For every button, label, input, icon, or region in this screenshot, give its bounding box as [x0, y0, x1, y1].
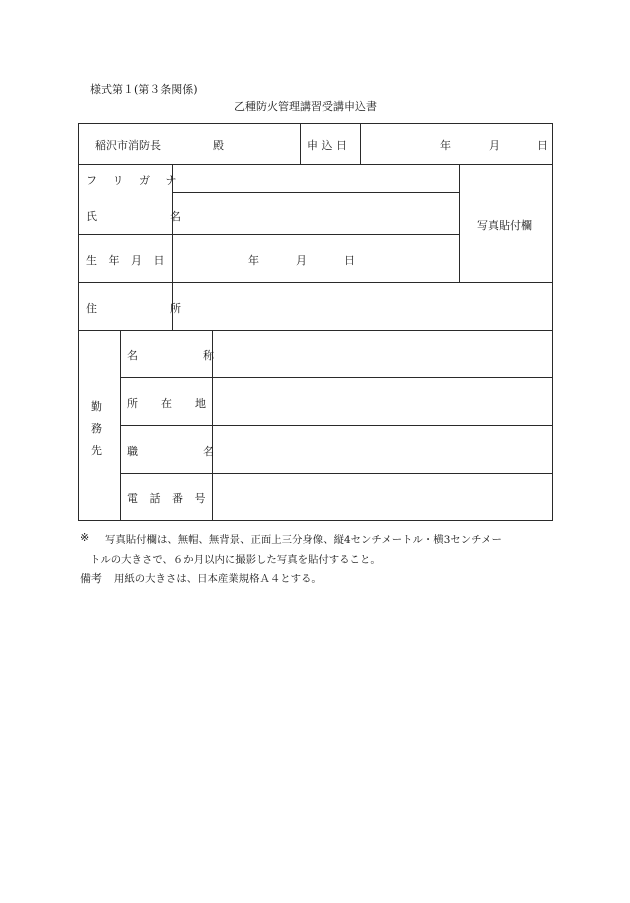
- address-label: 住 所: [86, 302, 191, 315]
- honorific-label: 殿: [213, 139, 224, 152]
- application-date-label: 申 込 日: [307, 139, 347, 152]
- workplace-name-label: 名 称: [127, 349, 222, 362]
- workplace-phone-label: 電 話 番 号: [127, 492, 210, 505]
- workplace-location-field[interactable]: [213, 378, 552, 425]
- workplace-name-field[interactable]: [213, 331, 552, 377]
- workplace-label-char-3: 先: [91, 444, 102, 457]
- recipient-label: 稲沢市消防長: [95, 139, 161, 152]
- form-title: 乙種防火管理講習受講申込書: [234, 100, 377, 113]
- name-field[interactable]: [173, 193, 459, 234]
- birth-year-unit: 年: [248, 254, 259, 267]
- application-day-unit: 日: [537, 139, 548, 152]
- photo-note-line-1: 写真貼付欄は、無帽、無背景、正面上三分身像、縦4センチメートル・横3センチメー: [105, 534, 502, 546]
- remark-label: 備考: [80, 572, 102, 585]
- address-field[interactable]: [173, 283, 552, 330]
- workplace-label-char-2: 務: [91, 422, 102, 435]
- workplace-position-label: 職 名: [127, 445, 222, 458]
- photo-note-line-2: トルの大きさで、６か月以内に撮影した写真を貼付すること。: [90, 554, 381, 566]
- birth-month-unit: 月: [296, 254, 307, 267]
- photo-note-mark: ※: [80, 531, 90, 544]
- application-date-field[interactable]: [361, 124, 552, 164]
- workplace-location-label: 所 在 地: [127, 397, 212, 410]
- photo-label: 写真貼付欄: [477, 219, 532, 232]
- name-label: 氏 名: [86, 210, 191, 223]
- birthdate-field[interactable]: [173, 235, 459, 282]
- workplace-phone-field[interactable]: [213, 474, 552, 520]
- birth-day-unit: 日: [344, 254, 355, 267]
- workplace-position-field[interactable]: [213, 426, 552, 473]
- application-month-unit: 月: [489, 139, 500, 152]
- furigana-label: フ リ ガ ナ: [86, 174, 183, 187]
- remark-text: 用紙の大きさは、日本産業規格Ａ４とする。: [114, 573, 322, 585]
- application-year-unit: 年: [440, 139, 451, 152]
- form-number: 様式第１(第３条関係): [90, 83, 198, 96]
- furigana-field[interactable]: [173, 165, 459, 192]
- birthdate-label: 生 年 月 日: [86, 254, 169, 267]
- workplace-label-char-1: 勤: [91, 400, 102, 413]
